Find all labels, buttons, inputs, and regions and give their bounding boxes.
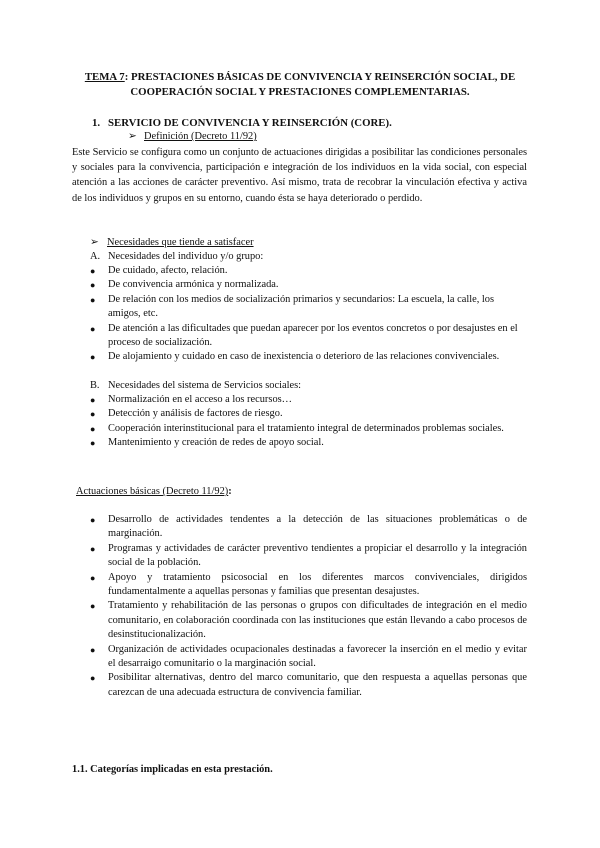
bullet-icon: ● bbox=[90, 673, 96, 684]
title-label: TEMA 7 bbox=[84, 71, 125, 83]
arrow-bullet-icon: ➢ bbox=[90, 237, 99, 248]
group-title-text: Necesidades del individuo y/o grupo: bbox=[108, 251, 264, 262]
bullet-icon: ● bbox=[90, 266, 96, 276]
bullet-icon: ● bbox=[90, 543, 96, 554]
section-heading-text: SERVICIO DE CONVIVENCIA Y REINSERCIÓN (CORE). bbox=[108, 117, 392, 129]
definition-paragraph: Este Servicio se configura como un conjunto de actuaciones dirigidas a posibilitar las condiciones personales y sociales para la convivencia, participación e integración de los individuos en la vida social, con especial atención a las acciones de carácter preventivo. Así mismo, trata de recobrar la vinculación efectiva y activa de los individuos y grupos en su entorno, cuando ésta se haya deteriorado o perdido. bbox=[72, 147, 527, 204]
needs-group-b-title bbox=[90, 379, 301, 393]
section-number: 1. bbox=[92, 117, 101, 129]
list-item-text: Cooperación interinstitucional para el tratamiento integral de determinados problemas sociales. bbox=[108, 422, 504, 434]
list-item-text: Apoyo y tratamiento psicosocial en los diferentes marcos convivenciales, dirigidos fundamentalmente a aquellas personas y familias que presentan desajustes. bbox=[108, 571, 527, 598]
bullet-icon: ● bbox=[90, 409, 96, 420]
needs-label-text: Necesidades que tiende a satisfacer bbox=[107, 237, 254, 248]
bullet-icon: ● bbox=[90, 280, 96, 291]
actuaciones-label bbox=[76, 485, 232, 499]
list-item-text: De atención a las dificultades que puedan aparecer por los eventos concretos o por desajustes en el proceso de socialización. bbox=[108, 322, 518, 349]
list-item bbox=[90, 422, 527, 436]
list-item-text: De alojamiento y cuidado en caso de inexistencia o deterioro de las relaciones convivenciales. bbox=[108, 351, 500, 363]
definition-label-text: Definición (Decreto 11/92) bbox=[144, 131, 257, 142]
bullet-icon: ● bbox=[90, 515, 96, 525]
bullet-icon: ● bbox=[90, 438, 96, 449]
list-item bbox=[90, 513, 527, 542]
bullet-icon: ● bbox=[90, 644, 96, 655]
needs-group-a-title bbox=[90, 250, 263, 264]
list-item bbox=[90, 264, 527, 278]
list-item-text: De cuidado, afecto, relación. bbox=[108, 265, 228, 276]
list-item bbox=[90, 278, 527, 292]
list-item bbox=[90, 407, 527, 421]
list-item bbox=[90, 322, 527, 351]
bullet-icon: ● bbox=[90, 601, 96, 612]
list-item bbox=[90, 542, 527, 571]
list-item-text: Programas y actividades de carácter preventivo tendientes a propiciar el desarrollo y la integración social de la población. bbox=[108, 542, 527, 569]
group-title-text: Necesidades del sistema de Servicios sociales: bbox=[108, 380, 302, 391]
group-letter: A. bbox=[90, 251, 101, 262]
subsection-heading: 1.1. Categorías implicadas en esta prestación. bbox=[72, 764, 273, 775]
list-item bbox=[90, 436, 527, 450]
section-heading bbox=[92, 116, 392, 130]
arrow-bullet-icon: ➢ bbox=[128, 131, 137, 142]
list-item-text: Normalización en el acceso a los recursos… bbox=[108, 394, 293, 405]
bullet-icon: ● bbox=[90, 352, 96, 363]
list-item-text: Detección y análisis de factores de riesgo. bbox=[108, 408, 283, 420]
list-item-text: Posibilitar alternativas, dentro del marco comunitario, que den respuesta a aquellas personas que carezcan de una adecuada estructura de convivencia familiar. bbox=[108, 672, 527, 698]
list-item-text: Desarrollo de actividades tendentes a la detección de las situaciones problemáticas o de marginación. bbox=[108, 514, 527, 540]
list-item bbox=[90, 350, 527, 364]
list-item bbox=[90, 293, 527, 322]
bullet-icon: ● bbox=[90, 572, 96, 583]
needs-group-a-list bbox=[90, 264, 527, 365]
list-item-text: De convivencia armónica y normalizada. bbox=[108, 279, 279, 291]
document-title bbox=[72, 70, 528, 100]
definition-label bbox=[128, 130, 257, 144]
title-text: : PRESTACIONES BÁSICAS DE CONVIVENCIA Y REINSERCIÓN SOCIAL, DE COOPERACIÓN SOCIAL Y PRESTACIONES COMPLEMENTARIAS. bbox=[124, 71, 516, 98]
list-item bbox=[90, 571, 527, 600]
list-item-text: Mantenimiento y creación de redes de apoyo social. bbox=[108, 437, 324, 449]
needs-group-b-list bbox=[90, 393, 527, 451]
actuaciones-list bbox=[90, 513, 527, 700]
bullet-icon: ● bbox=[90, 395, 96, 405]
list-item-text: Tratamiento y rehabilitación de las personas o grupos con dificultades de integración en el medio comunitario, en colaboración coordinada con las instituciones que están llevando a cabo procesos de desinstitucionalización. bbox=[108, 600, 527, 641]
bullet-icon: ● bbox=[90, 423, 96, 434]
list-item-text: Organización de actividades ocupacionales destinadas a favorecer la inserción en el medio y evitar el desarraigo comunitario o la marginación social. bbox=[108, 643, 527, 670]
needs-label bbox=[90, 236, 254, 250]
list-item bbox=[90, 643, 527, 672]
list-item bbox=[90, 393, 527, 407]
list-item bbox=[90, 671, 527, 700]
actuaciones-label-text: Actuaciones básicas (Decreto 11/92) bbox=[76, 486, 229, 497]
group-letter: B. bbox=[90, 380, 100, 391]
list-item bbox=[90, 599, 527, 642]
bullet-icon: ● bbox=[90, 294, 96, 305]
bullet-icon: ● bbox=[90, 323, 96, 334]
actuaciones-colon: : bbox=[228, 486, 232, 497]
list-item-text: De relación con los medios de socialización primarios y secundarios: La escuela, la calle, los amigos, etc. bbox=[108, 293, 495, 320]
